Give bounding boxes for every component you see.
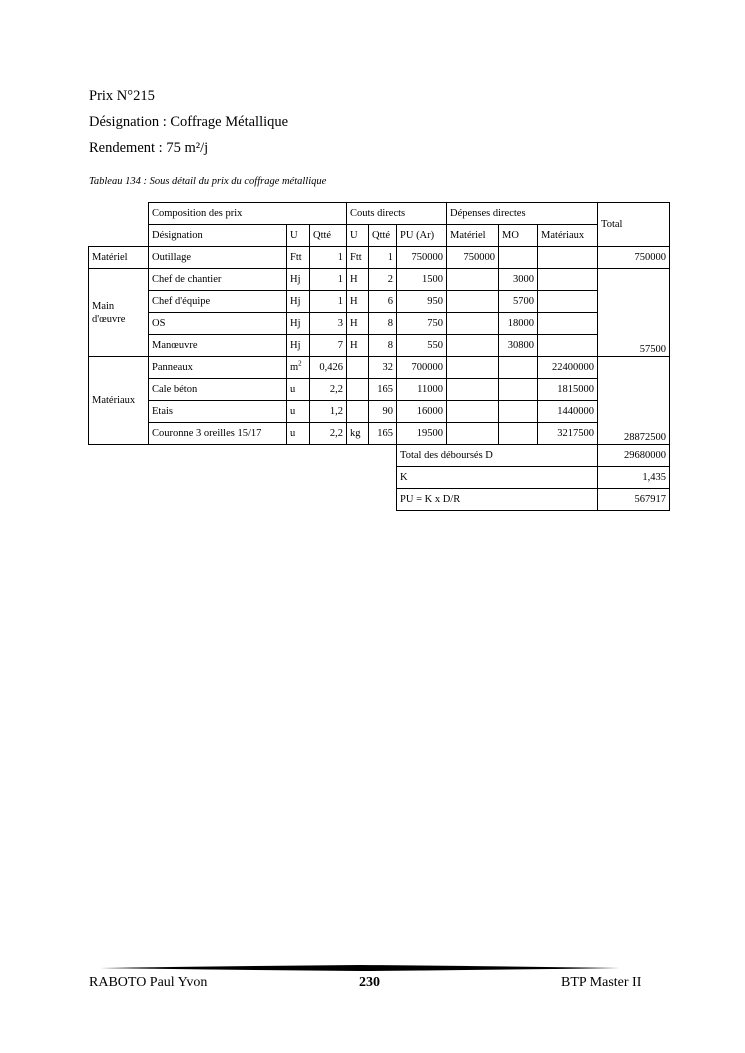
summary-label-k: K	[397, 467, 598, 489]
cell-mo	[499, 357, 538, 379]
cell-qtte2: 8	[369, 335, 397, 357]
cell-u-base: m	[290, 362, 299, 373]
cell-designation: Etais	[149, 401, 287, 423]
cell-qtte2: 90	[369, 401, 397, 423]
table-caption: Tableau 134 : Sous détail du prix du coffrage métallique	[89, 176, 327, 187]
header-depenses-directes: Dépenses directes	[447, 203, 598, 225]
cell-mo	[499, 379, 538, 401]
cell-mo: 5700	[499, 291, 538, 313]
cell-u2: H	[347, 291, 369, 313]
cell-u: Hj	[287, 269, 310, 291]
cell-materiel	[447, 423, 499, 445]
cell-qtte: 2,2	[310, 379, 347, 401]
cell-pu: 750	[397, 313, 447, 335]
table-row	[89, 269, 670, 291]
header-couts-directs: Couts directs	[347, 203, 447, 225]
cell-u2: H	[347, 269, 369, 291]
cell-qtte: 1	[310, 269, 347, 291]
cell-mo: 18000	[499, 313, 538, 335]
cell-qtte2: 8	[369, 313, 397, 335]
cell-materiel	[447, 291, 499, 313]
cell-pu: 550	[397, 335, 447, 357]
cell-u2: Ftt	[347, 247, 369, 269]
cell-materiaux: 1815000	[538, 379, 598, 401]
table-row	[89, 379, 670, 401]
sub-header-row	[89, 225, 670, 247]
cell-pu: 700000	[397, 357, 447, 379]
cell-pu: 950	[397, 291, 447, 313]
footer-divider	[100, 963, 620, 973]
cell-pu: 11000	[397, 379, 447, 401]
header-materiaux: Matériaux	[538, 225, 598, 247]
header-materiel: Matériel	[447, 225, 499, 247]
summary-row	[89, 467, 670, 489]
rendement: Rendement : 75 m²/j	[89, 140, 209, 156]
category-materiel: Matériel	[89, 247, 149, 269]
category-main-oeuvre-line2: d'œuvre	[92, 313, 126, 325]
header-u: U	[287, 225, 310, 247]
cell-mo: 30800	[499, 335, 538, 357]
table-row	[89, 247, 670, 269]
cell-pu: 1500	[397, 269, 447, 291]
summary-row	[89, 445, 670, 467]
summary-label-total-debourses: Total des déboursés D	[397, 445, 598, 467]
table-row	[89, 335, 670, 357]
cell-mo	[499, 247, 538, 269]
cell-u2: H	[347, 313, 369, 335]
header-qtte: Qtté	[310, 225, 347, 247]
cell-materiel	[447, 335, 499, 357]
summary-value-k: 1,435	[598, 467, 670, 489]
cell-qtte2: 2	[369, 269, 397, 291]
cell-u2: H	[347, 335, 369, 357]
cell-qtte2: 1	[369, 247, 397, 269]
summary-value-pu: 567917	[598, 489, 670, 511]
header-mo: MO	[499, 225, 538, 247]
table-row	[89, 423, 670, 445]
cell-mo	[499, 423, 538, 445]
cell-materiaux: 22400000	[538, 357, 598, 379]
cell-u: u	[287, 401, 310, 423]
cell-qtte2: 6	[369, 291, 397, 313]
cell-qtte2: 165	[369, 379, 397, 401]
category-materiaux: Matériaux	[89, 357, 149, 445]
cell-designation: Cale béton	[149, 379, 287, 401]
cell-qtte: 1	[310, 291, 347, 313]
cell-designation: Chef de chantier	[149, 269, 287, 291]
cell-qtte: 3	[310, 313, 347, 335]
cell-u-superscript: 2	[298, 359, 302, 368]
header-qtte2: Qtté	[369, 225, 397, 247]
cell-materiaux	[538, 269, 598, 291]
table-row	[89, 401, 670, 423]
footer-author: RABOTO Paul Yvon	[89, 975, 208, 990]
total-materiaux: 28872500	[598, 357, 670, 445]
cell-designation: OS	[149, 313, 287, 335]
cell-pu: 16000	[397, 401, 447, 423]
cell-designation: Couronne 3 oreilles 15/17	[149, 423, 287, 445]
cell-u: Hj	[287, 291, 310, 313]
summary-label-pu: PU = K x D/R	[397, 489, 598, 511]
cell-materiaux	[538, 313, 598, 335]
summary-row	[89, 489, 670, 511]
price-number: Prix N°215	[89, 88, 155, 104]
cell-u: Hj	[287, 313, 310, 335]
cell-materiaux	[538, 335, 598, 357]
cell-u: u	[287, 379, 310, 401]
header-designation: Désignation	[149, 225, 287, 247]
cell-materiaux	[538, 291, 598, 313]
table-row	[89, 313, 670, 335]
cell-materiel	[447, 269, 499, 291]
total-materiel: 750000	[598, 247, 670, 269]
header-total: Total	[598, 203, 670, 247]
designation-title: Désignation : Coffrage Métallique	[89, 114, 289, 130]
cell-u2	[347, 401, 369, 423]
table-row	[89, 357, 670, 379]
header-u2: U	[347, 225, 369, 247]
cell-materiel	[447, 379, 499, 401]
cell-u: Ftt	[287, 247, 310, 269]
cell-u	[287, 357, 310, 379]
cell-u2	[347, 357, 369, 379]
cell-u2	[347, 379, 369, 401]
cell-qtte2: 165	[369, 423, 397, 445]
cell-qtte2: 32	[369, 357, 397, 379]
group-header-row	[89, 203, 670, 225]
cell-mo	[499, 401, 538, 423]
category-main-oeuvre-line1: Main	[92, 300, 115, 312]
total-main-oeuvre: 57500	[598, 269, 670, 357]
cell-pu: 750000	[397, 247, 447, 269]
cell-pu: 19500	[397, 423, 447, 445]
category-main-oeuvre	[89, 269, 149, 357]
cell-materiaux: 3217500	[538, 423, 598, 445]
cell-qtte: 1	[310, 247, 347, 269]
cell-materiel	[447, 313, 499, 335]
cell-materiel: 750000	[447, 247, 499, 269]
cell-u2: kg	[347, 423, 369, 445]
header-composition: Composition des prix	[149, 203, 347, 225]
cell-u: u	[287, 423, 310, 445]
price-detail-table	[88, 202, 670, 511]
table-row	[89, 291, 670, 313]
cell-materiel	[447, 357, 499, 379]
cell-materiaux: 1440000	[538, 401, 598, 423]
cell-qtte: 0,426	[310, 357, 347, 379]
cell-designation: Outillage	[149, 247, 287, 269]
cell-u: Hj	[287, 335, 310, 357]
cell-materiel	[447, 401, 499, 423]
header-pu: PU (Ar)	[397, 225, 447, 247]
cell-qtte: 2,2	[310, 423, 347, 445]
footer-page-number: 230	[359, 975, 380, 990]
cell-designation: Panneaux	[149, 357, 287, 379]
cell-materiaux	[538, 247, 598, 269]
cell-designation: Chef d'équipe	[149, 291, 287, 313]
cell-qtte: 7	[310, 335, 347, 357]
cell-qtte: 1,2	[310, 401, 347, 423]
summary-value-total-debourses: 29680000	[598, 445, 670, 467]
cell-mo: 3000	[499, 269, 538, 291]
cell-designation: Manœuvre	[149, 335, 287, 357]
footer-program: BTP Master II	[561, 975, 642, 990]
